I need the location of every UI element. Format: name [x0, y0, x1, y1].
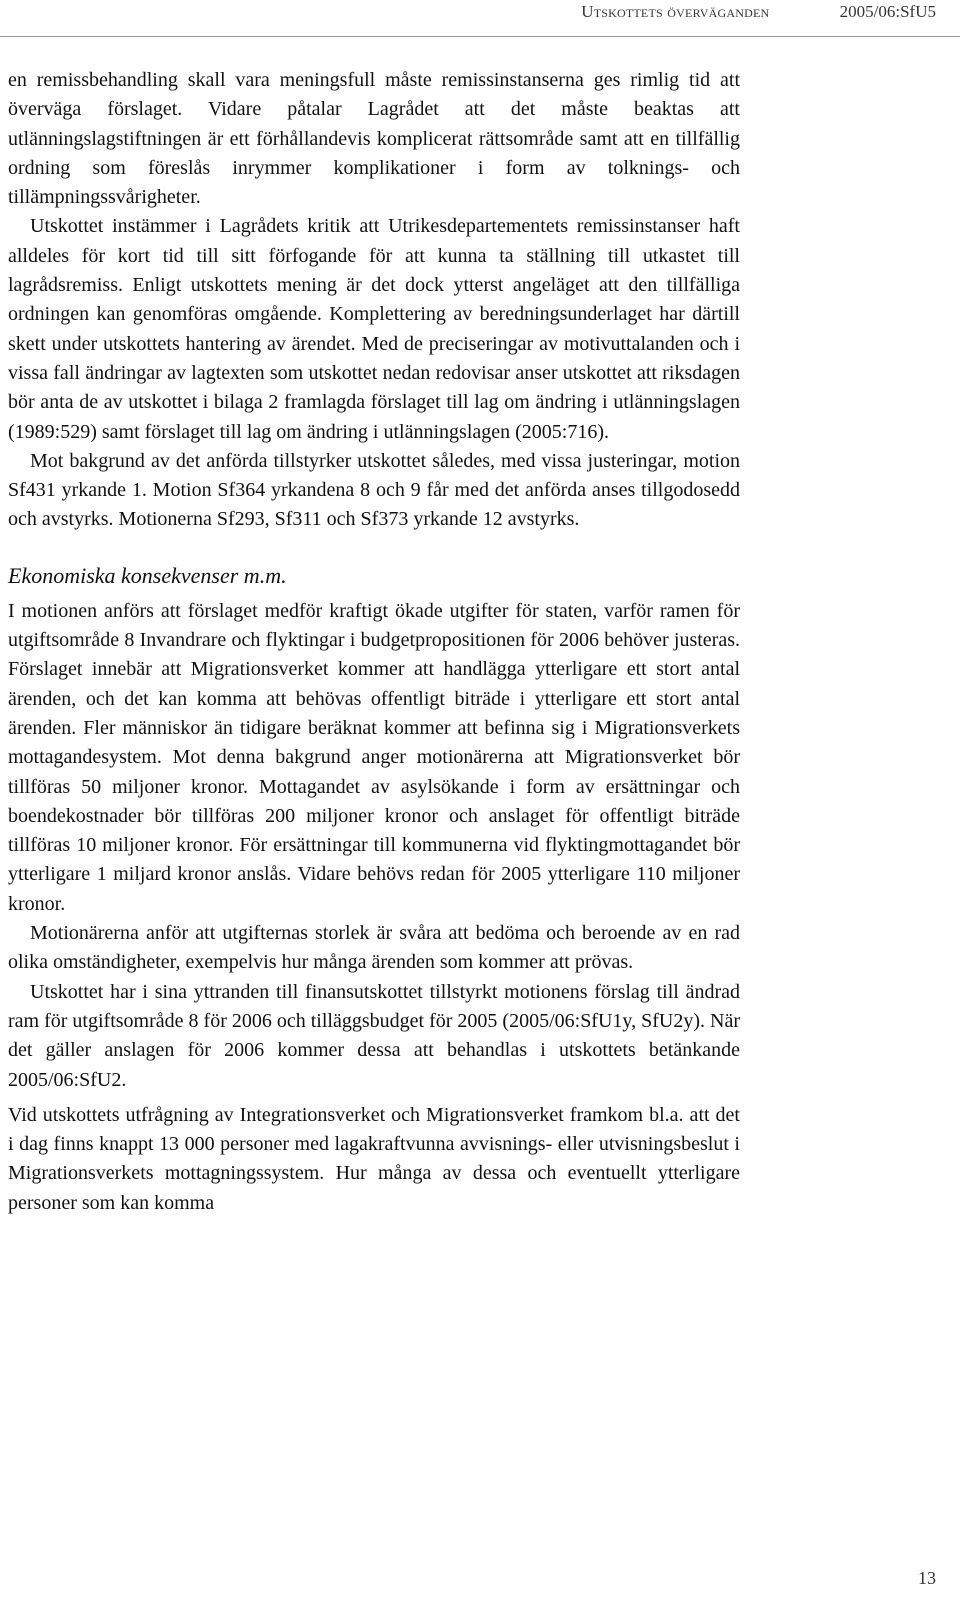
- section-paragraph: Vid utskottets utfrågning av Integrationsverket och Migrationsverket framkom bl.a. att det i dag finns knappt 13 000 personer med lagakraftvunna avvisnings- eller utvisningsbeslut i Migrationsverkets mottagningssystem. Hur många av dessa och eventuellt ytterligare personer som kan komma: [8, 1103, 740, 1214]
- page-body: [8, 66, 740, 1218]
- header-section-name: Utskottets överväganden: [581, 2, 770, 21]
- section-paragraph: I motionen anförs att förslaget medför kraftigt ökade utgifter för staten, varför ramen för utgiftsområde 8 Invandrare och flyktingar i budgetpropositionen för 2006 behöver justeras. Förslaget innebär att Migrationsverket kommer att handlägga ytterligare ett stort antal ärenden, och det kan komma att behövas offentligt biträde i ytterligare ett stort antal ärenden. Fler människor än tidigare beräknat kommer att befinna sig i Migrationsverkets mottagandesystem. Mot denna bakgrund anger motionärerna att Migrationsverket bör tillföras 50 miljoner kronor. Mottagandet av asylsökande i form av ersättningar och boendekostnader bör tillföras 200 miljoner kronor och anslaget för offentligt biträde tillföras 10 miljoner kronor. För ersättningar till kommunerna vid flyktingmottagandet bör ytterligare 1 miljard kronor anslås. Vidare behövs redan för 2005 ytterligare 110 miljoner kronor.: [8, 599, 740, 915]
- header-document-id: 2005/06:SfU5: [839, 2, 936, 21]
- page-number: 13: [918, 1568, 936, 1588]
- body-paragraph: Utskottet instämmer i Lagrådets kritik att Utrikesdepartementets remissinstanser haft alldeles för kort tid till sitt förfogande för att kunna ta ställning till utkastet till lagrådsremiss. Enligt utskottets mening är det dock ytterst angeläget att den tillfälliga ordningen kan genomföras omgående. Komplettering av beredningsunderlaget har därtill skett under utskottets hantering av ärendet. Med de preciseringar av motivuttalanden och i vissa fall ändringar av lagtexten som utskottet nedan redovisar anser utskottet att riksdagen bör anta de av utskottet i bilaga 2 framlagda förslaget till lag om ändring i utlänningslagen (1989:529) samt förslaget till lag om ändring i utlänningslagen (2005:716).: [8, 215, 740, 443]
- section-paragraph: Utskottet har i sina yttranden till finansutskottet tillstyrkt motionens förslag till ändrad ram för utgiftsområde 8 för 2006 och tilläggsbudget för 2005 (2005/06:SfU1y, SfU2y). När det gäller anslagen för 2006 kommer dessa att behandlas i utskottets betänkande 2005/06:SfU2.: [8, 980, 740, 1091]
- header-divider: [0, 36, 960, 37]
- body-paragraph: Mot bakgrund av det anförda tillstyrker utskottet således, med vissa justeringar, motion Sf431 yrkande 1. Motion Sf364 yrkandena 8 och 9 får med det anförda anses tillgodosedd och avstyrks. Motionerna Sf293, Sf311 och Sf373 yrkande 12 avstyrks.: [8, 449, 740, 531]
- section-paragraph: Motionärerna anför att utgifternas storlek är svåra att bedöma och beroende av en rad olika omständigheter, exempelvis hur många ärenden som kommer att prövas.: [8, 922, 740, 974]
- body-paragraph: en remissbehandling skall vara meningsfull måste remissinstanserna ges rimlig tid att överväga förslaget. Vidare påtalar Lagrådet att det måste beaktas att utlänningslagstiftningen är ett förhållandevis komplicerat rättsområde samt att en tillfällig ordning som föreslås inrymmer komplikationer i form av tolknings- och tillämpningssvårigheter.: [8, 69, 740, 209]
- running-header: [581, 2, 936, 22]
- section-heading: Ekonomiska konsekvenser m.m.: [8, 562, 287, 588]
